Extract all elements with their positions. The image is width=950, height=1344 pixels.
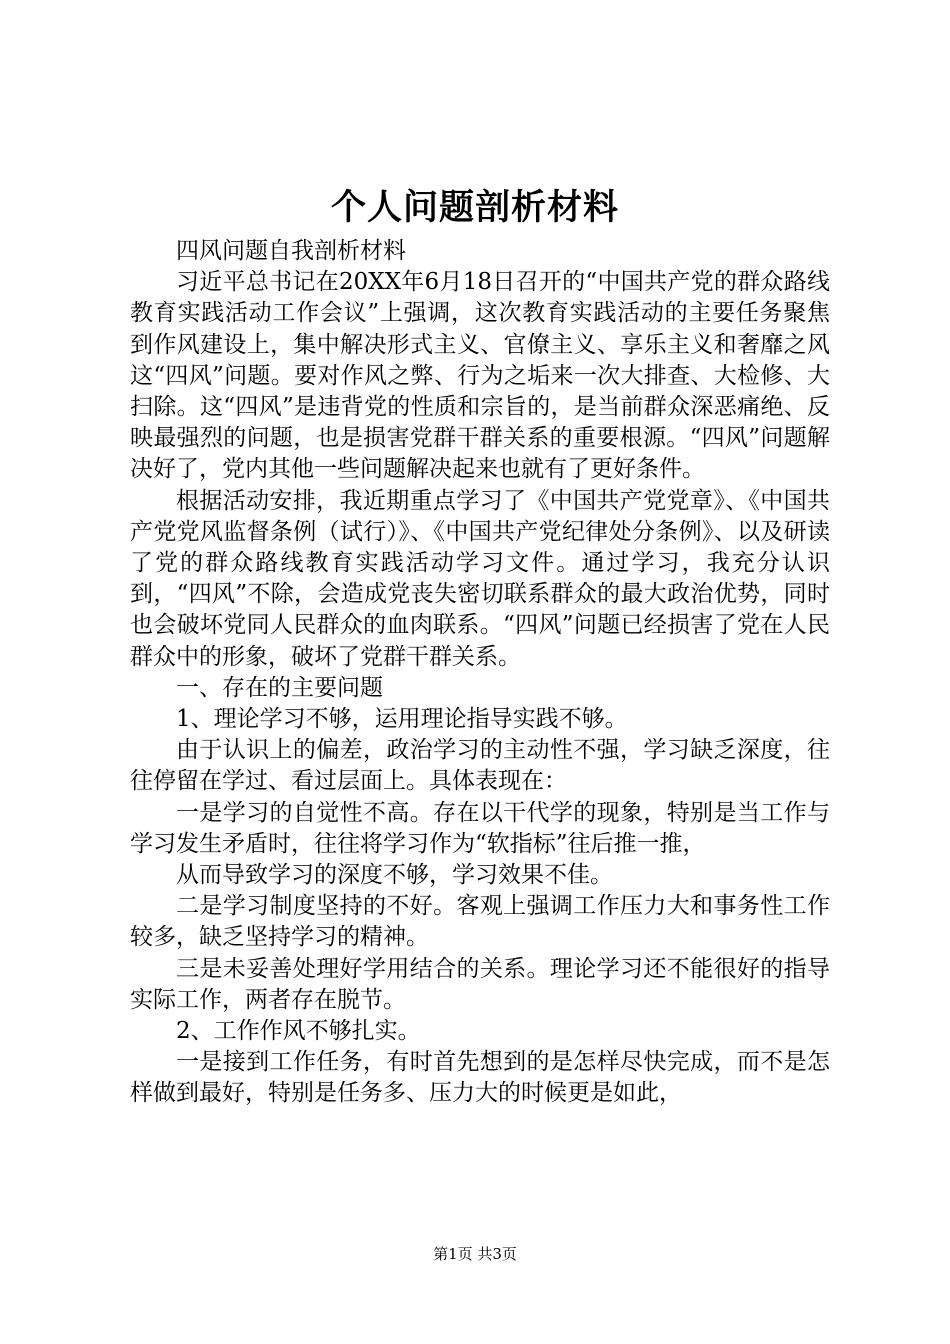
paragraph: 根据活动安排，我近期重点学习了《中国共产党党章》、《中国共产党党风监督条例（试行）》、《中国共产党纪律处分条例》、以及研读了党的群众路线教育实践活动学习文件。通过学习，我充分认识到，“四风”不除，会造成党丧失密切联系群众的最大政治优势，同时也会破坏党同人民群众的血肉联系。“四风”问题已经损害了党在人民群众中的形象，破坏了党群干群关系。 [130,487,830,670]
section-heading: 一、存在的主要问题 [176,674,383,701]
subsection-heading: 2、工作作风不够扎实。 [176,1018,421,1045]
paragraph: 一是学习的自觉性不高。存在以干代学的现象，特别是当工作与学习发生矛盾时，往往将学习作为“软指标”往后推一推， [130,799,830,857]
subsection-heading: 1、理论学习不够，运用理论指导实践不够。 [176,706,628,733]
paragraph: 从而导致学习的深度不够，学习效果不佳。 [176,862,613,889]
page-footer [0,1244,950,1264]
paragraph-subtitle: 四风问题自我剖析材料 [176,238,406,264]
document-body [130,236,830,1110]
paragraph: 由于认识上的偏差，政治学习的主动性不强，学习缺乏深度，往往停留在学过、看过层面上。具体表现在： [130,737,830,795]
paragraph: 习近平总书记在20XX年6月18日召开的“中国共产党的群众路线教育实践活动工作会议”上强调，这次教育实践活动的主要任务聚焦到作风建设上，集中解决形式主义、官僚主义、享乐主义和奢靡之风这“四风”问题。要对作风之弊、行为之垢来一次大排查、大检修、大扫除。这“四风”是违背党的性质和宗旨的，是当前群众深恶痛绝、反映最强烈的问题，也是损害党群干群关系的重要根源。“四风”问题解决好了，党内其他一些问题解决起来也就有了更好条件。 [130,269,830,483]
paragraph: 二是学习制度坚持的不好。客观上强调工作压力大和事务性工作较多，缺乏坚持学习的精神。 [130,893,830,951]
paragraph: 一是接到工作任务，有时首先想到的是怎样尽快完成，而不是怎样做到最好，特别是任务多、压力大的时候更是如此， [130,1049,830,1107]
page-number: 第1页 共3页 [433,1245,517,1263]
paragraph: 三是未妥善处理好学用结合的关系。理论学习还不能很好的指导实际工作，两者存在脱节。 [130,955,830,1013]
document-title: 个人问题剖析材料 [330,187,619,228]
